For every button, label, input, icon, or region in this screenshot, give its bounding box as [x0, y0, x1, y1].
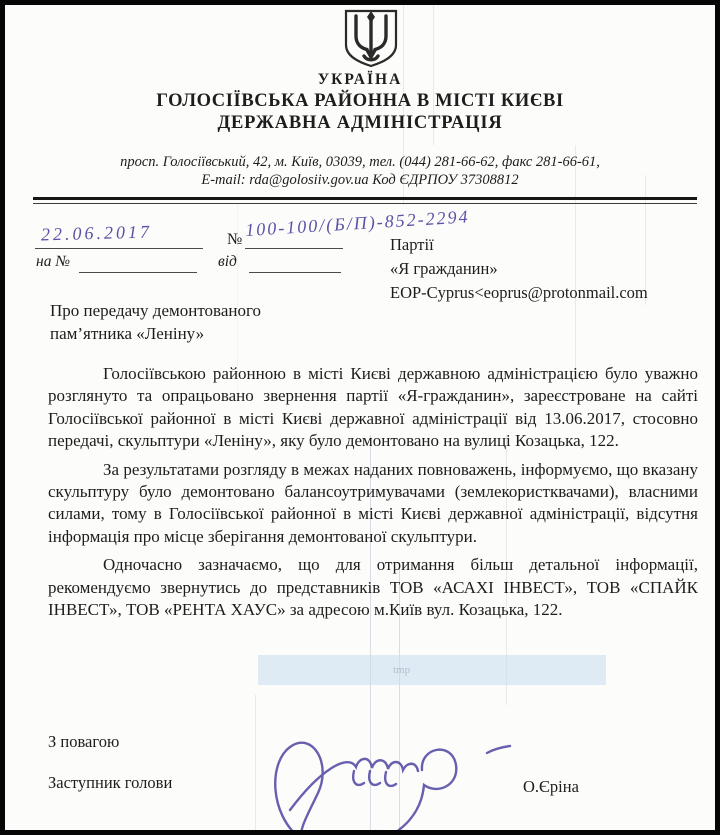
number-sign-label: № — [227, 231, 243, 248]
addressee-email: EOP-Cyprus<eoprus@protonmail.com — [390, 283, 648, 302]
from-date-underline — [249, 271, 341, 273]
reply-number-underline — [79, 271, 197, 273]
signature — [260, 715, 520, 835]
letterhead-address: просп. Голосіївський, 42, м. Київ, 03039, тел. (044) 281-66-62, факс 281-66-61, — [120, 154, 600, 170]
addressee-line: «Я гражданин» — [390, 259, 498, 278]
scan-highlight-artifact: tmp — [258, 655, 606, 685]
closing-regards: З повагою — [48, 732, 120, 751]
letterhead-contact: E-mail: rda@golosiiv.gov.ua Код ЄДРПОУ 37308812 — [201, 172, 519, 188]
handwritten-date: 22.06.2017 — [40, 221, 153, 245]
subject-line: пам’ятника «Леніну» — [50, 324, 205, 343]
addressee-block — [390, 233, 648, 305]
body-paragraph: За результатами розгляду в межах наданих повноважень, інформуємо, що вказану скульптуру було демонтовано балансоутримувачами (землекористквачами), власними силами, тому в Голосіївської районної в місті Києві державної адміністрації, відсутня інформація про місце зберігання демонтованої скульптури. — [48, 459, 698, 546]
number-underline — [245, 247, 343, 249]
addressee-line: Партії — [390, 235, 434, 254]
body-paragraph: Голосіївською районною в місті Києві державною адміністрацією було уважно розглянуто та опрацьовано звернення партії «Я-гражданин», зареєстроване на сайті Голосіївської районної в місті Києві державної адміністрації від 13.06.2017, стосовно передачі, скульптури «Леніну», яку було демонтовано на вулиці Козацька, 122. — [48, 364, 698, 451]
signer-position: Заступник голови — [48, 773, 173, 792]
letterhead-country: УКРАЇНА — [317, 71, 403, 88]
from-date-label: від — [218, 253, 237, 270]
letter-body — [48, 363, 698, 627]
handwritten-outgoing-number: 100-100/(Б/П)-852-2294 — [244, 206, 471, 241]
date-underline — [35, 247, 203, 249]
signer-name: О.Єріна — [523, 777, 579, 796]
letterhead-separator-thin — [33, 203, 697, 204]
ukraine-trident-icon — [339, 9, 403, 69]
letterhead-separator-thick — [33, 197, 697, 200]
letterhead-organization-line2: ДЕРЖАВНА АДМІНІСТРАЦІЯ — [217, 113, 503, 133]
subject-block — [50, 299, 261, 345]
letterhead-organization-line1: ГОЛОСІЇВСЬКА РАЙОННА В МІСТІ КИЄВІ — [156, 91, 564, 111]
body-paragraph: Одночасно зазначаємо, що для отримання більш детальної інформації, рекомендуємо звернутись до представників ТОВ «АСАХІ ІНВЕСТ», ТОВ «СПАЙК ІНВЕСТ», ТОВ «РЕНТА ХАУС» за адресою м.Київ вул. Козацька, 122. — [48, 555, 698, 620]
subject-line: Про передачу демонтованого — [50, 301, 262, 320]
scan-fold-line — [255, 695, 256, 835]
reply-to-number-label: на № — [36, 253, 70, 270]
